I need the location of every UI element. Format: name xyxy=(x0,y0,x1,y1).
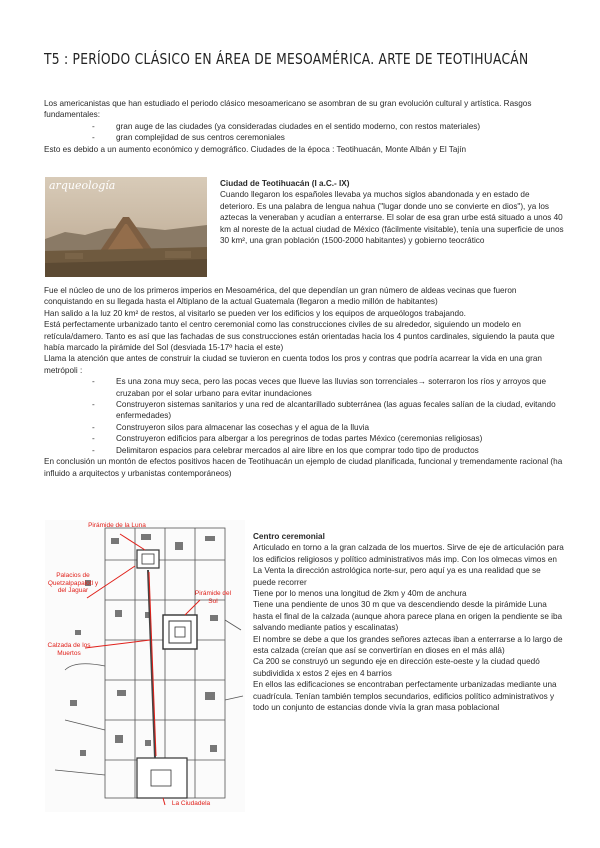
pyramid-photo xyxy=(45,177,207,277)
map-label-ciudadela: La Ciudadela xyxy=(171,800,211,807)
section-heading: Ciudad de Teotihuacán (I a.C.- IX) xyxy=(220,179,350,188)
list-item: - Construyeron silos para almacenar las cosechas y el agua de la lluvia xyxy=(92,422,370,432)
list-item: - Construyeron edificios para albergar a los peregrinos de todas partes México (ceremonias religiosas) xyxy=(92,434,483,444)
list-item: - Delimitaron espacios para celebrar mercados al aire libre en los que comprar todo tipo de productos xyxy=(92,445,479,455)
site-map xyxy=(45,520,245,812)
map-label-palacios: Palacios de Quetzalpapalotl y del Jaguar xyxy=(47,572,99,594)
section-paragraph: En ellos las edificaciones se encontraban perfectamente urbanizadas mediante una cuadrícula. Tenían también templos secundarios, edificios político administrativos y todo un conjunto de estancias donde vivía la gran masa poblacional xyxy=(253,680,557,713)
section-paragraph: Articulado en torno a la gran calzada de los muertos. Sirve de eje de articulación para los edificios religiosos y político administrativos más imp. Con los olmecas vimos en La Venta la dirección astrológica norte-sur, pero aquí ya es una realidad que se puede recorrer xyxy=(253,543,564,587)
section-heading: Centro ceremonial xyxy=(253,532,325,541)
section-centro-ceremonial xyxy=(253,531,565,714)
body-paragraph: Está perfectamente urbanizado tanto el centro ceremonial como las construcciones civiles de su alrededor, siguiendo un modelo en retícula/damero. Tanto es así que las fachadas de sus construcciones están orientadas hacia los 4 puntos cardinales, siguiendo la pauta que había marcado la pirámide del Sol (desviada 15-17º hacia el este) xyxy=(44,320,555,353)
body-paragraph: Han salido a la luz 20 km² de restos, al visitarlo se pueden ver los edificios y los equipos de arqueólogos trabajando. xyxy=(44,308,466,318)
body-paragraph: En conclusión un montón de efectos positivos hacen de Teotihuacán un ejemplo de ciudad planificada, funcional y tremendamente racional (ha influido a arquitectos y urbanistas contemporáneos) xyxy=(44,457,563,478)
list-item: - Es una zona muy seca, pero las pocas veces que llueve las lluvias son torrenciales→ soterraron los ríos y arroyos que cruzaban por el solar urbano para evitar inundaciones xyxy=(92,377,547,398)
list-item: - gran complejidad de sus centros ceremoniales xyxy=(92,133,285,143)
body-section xyxy=(44,285,564,479)
list-item: - gran auge de las ciudades (ya consideradas ciudades en el sentido moderno, con restos materiales) xyxy=(92,121,481,131)
body-paragraph: Llama la atención que antes de construir la ciudad se tuvieron en cuenta todos los pros y contras que podría acarrear la vida en una gran metrópoli : xyxy=(44,354,542,375)
pyramid-photo-graphic xyxy=(45,177,207,277)
intro-paragraph: Los americanistas que han estudiado el periodo clásico mesoamericano se asombran de su gran evolución cultural y artística. Rasgos fundamentales: xyxy=(44,99,532,120)
section-teotihuacan xyxy=(220,178,565,246)
photo-watermark: arqueología xyxy=(49,179,116,192)
section-paragraph: Ca 200 se construyó un segundo eje en dirección este-oeste y la ciudad quedó subdividida x estos 2 ejes en 4 barrios xyxy=(253,657,540,678)
section-paragraph: Tiene por lo menos una longitud de 2km y 40m de anchura xyxy=(253,589,467,599)
map-label-sol: Pirámide del Sol xyxy=(194,590,232,605)
body-paragraph: Fue el núcleo de uno de los primeros imperios en Mesoamérica, del que dependían un gran número de aldeas vecinas que fueron conquistando en su llegada hasta el Altiplano de la actual Guatemala (llegaron a medio millón de habitantes) xyxy=(44,286,517,307)
list-item: - Construyeron sistemas sanitarios y una red de alcantarillado subterránea (las aguas fecales salían de la ciudad, evitando enfermedades) xyxy=(92,400,556,421)
map-label-luna: Pirámide de la Luna xyxy=(88,522,146,529)
intro-paragraph: Esto es debido a un aumento económico y demográfico. Ciudades de la época : Teotihuacán, Monte Albán y El Tajín xyxy=(44,144,467,154)
map-label-calzada: Calzada de los Muertos xyxy=(47,642,91,657)
intro-section xyxy=(44,98,564,155)
page-title: T5 : PERÍODO CLÁSICO EN ÁREA DE MESOAMÉRICA. ARTE DE TEOTIHUACÁN xyxy=(44,50,529,68)
site-map-graphic xyxy=(45,520,245,812)
section-paragraph: Tiene una pendiente de unos 30 m que va descendiendo desde la pirámide Luna hasta el final de la calzada (aunque ahora parece plana en origen la pendiente se iba salvando mediante patios y escalinatas) xyxy=(253,600,563,633)
section-paragraph: El nombre se debe a que los grandes señores aztecas iban a enterrarse a lo largo de esta calzada (creían que así se convertirían en dioses en el más allá) xyxy=(253,634,563,656)
section-paragraph: Cuando llegaron los españoles llevaba ya muchos siglos abandonada y en estado de deterioro. Es una palabra de lengua nahua ("lugar donde uno se convierte en dios"), ya los aztecas la veneraban y acudían a enterrarse. El solar de esa gran urbe está situado a unos 40 km al noreste de la actual ciudad de México (fácilmente visitable), tenía una superficie de unos 30 km², una gran población (1500-2000 habitantes) y gobierno teocrático xyxy=(220,190,564,246)
